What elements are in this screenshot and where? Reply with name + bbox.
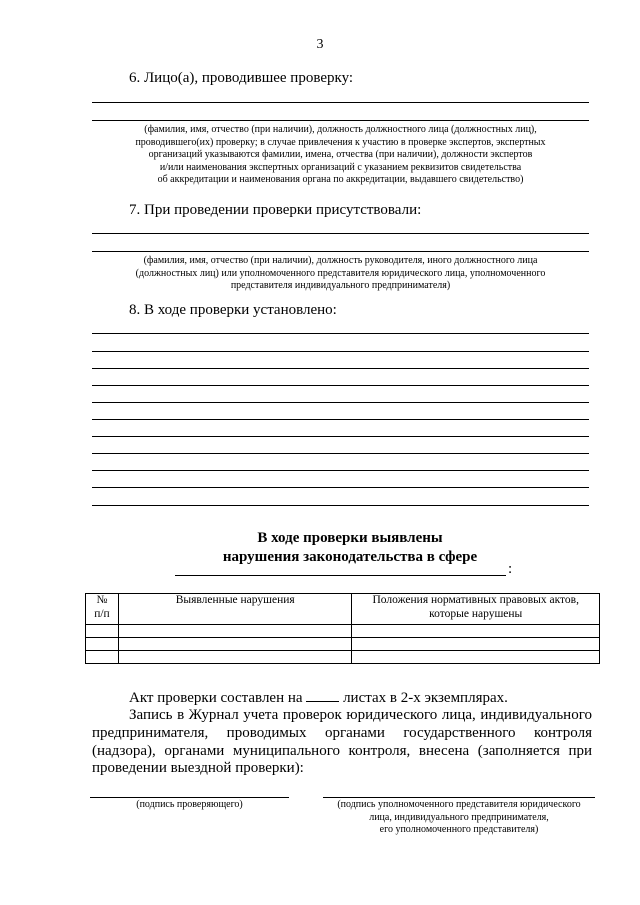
table-cell[interactable] — [86, 638, 119, 651]
caption-line: (фамилия, имя, отчество (при наличии), должность должностного лица (должностных лиц), — [144, 124, 537, 135]
table-cell[interactable] — [118, 638, 352, 651]
fill-line — [92, 102, 589, 103]
fill-line — [92, 233, 589, 234]
caption-line: проводившего(их) проверку; в случае привлечения к участию в проверке экспертов, экспертных — [135, 136, 546, 148]
table-header-row — [86, 594, 600, 625]
fill-line — [92, 453, 589, 454]
caption-line: и/или наименования экспертных организаций с указанием реквизитов свидетельства — [159, 161, 522, 173]
violations-title-line-2: нарушения законодательства в сфере — [222, 549, 478, 565]
representative-signature-caption — [318, 799, 600, 837]
section-8-heading: 8. В ходе проверки установлено: — [129, 302, 337, 318]
table-cell[interactable] — [352, 651, 600, 664]
table-cell[interactable] — [86, 625, 119, 638]
caption-line: (фамилия, имя, отчество (при наличии), должность руководителя, иного должностного лица — [143, 255, 538, 266]
section-6-caption — [92, 124, 589, 187]
caption-line: организаций указываются фамилии, имена, отчества (при наличии), должности экспертов — [148, 149, 533, 160]
table-row — [86, 625, 600, 638]
journal-paragraph — [92, 707, 592, 778]
representative-signature-line[interactable] — [323, 797, 595, 798]
fill-line — [92, 120, 589, 121]
caption-line: (подпись уполномоченного представителя юридического — [337, 799, 581, 810]
fill-line — [92, 487, 589, 488]
table-cell[interactable] — [118, 625, 352, 638]
fill-line — [92, 351, 589, 352]
fill-line — [92, 385, 589, 386]
act-text-end: листах в 2-х экземплярах. — [339, 690, 508, 706]
fill-line — [92, 368, 589, 369]
table-cell[interactable] — [352, 638, 600, 651]
table-row — [86, 638, 600, 651]
column-header-violations: Выявленные нарушения — [118, 594, 352, 625]
caption-line: лица, индивидуального предпринимателя, — [369, 811, 549, 823]
fill-line — [92, 505, 589, 506]
table-row — [86, 651, 600, 664]
fill-line — [92, 419, 589, 420]
fill-line — [92, 402, 589, 403]
caption-line: об аккредитации и наименования органа по аккредитации, выдавшего свидетельство) — [157, 174, 524, 185]
inspector-signature-line[interactable] — [90, 797, 289, 798]
fill-line — [92, 470, 589, 471]
violations-title-line-1: В ходе проверки выявлены — [257, 530, 443, 546]
table-cell[interactable] — [86, 651, 119, 664]
act-text-start: Акт проверки составлен на — [129, 690, 307, 706]
violations-table — [85, 593, 600, 664]
act-sheets-paragraph — [92, 689, 592, 708]
sphere-colon: : — [508, 561, 513, 577]
section-7-heading: 7. При проведении проверки присутствовали: — [129, 202, 422, 218]
caption-line: (должностных лиц) или уполномоченного представителя юридического лица, уполномоченного — [135, 267, 546, 279]
table-cell[interactable] — [352, 625, 600, 638]
fill-line — [92, 251, 589, 252]
inspector-signature-caption: (подпись проверяющего) — [136, 799, 243, 810]
journal-text: Запись в Журнал учета проверок юридического лица, индивидуального предпринимателя, проводимых органами государственного контроля (надзора), органами муниципального контроля, внесена (заполняется при проведении выездной проверки): — [92, 707, 592, 777]
fill-line — [92, 333, 589, 334]
section-7-caption — [92, 255, 589, 293]
caption-line: представителя индивидуального предпринимателя) — [230, 280, 451, 291]
sphere-fill-line — [175, 575, 506, 576]
column-header-number: № п/п — [86, 594, 119, 625]
sheets-count-blank[interactable] — [306, 689, 339, 702]
column-header-provisions: Положения нормативных правовых актов, которые нарушены — [352, 594, 600, 625]
caption-line: его уполномоченного представителя) — [379, 824, 539, 835]
page-number: 3 — [316, 37, 324, 52]
table-cell[interactable] — [118, 651, 352, 664]
section-6-heading: 6. Лицо(а), проводившее проверку: — [129, 70, 354, 86]
fill-line — [92, 436, 589, 437]
